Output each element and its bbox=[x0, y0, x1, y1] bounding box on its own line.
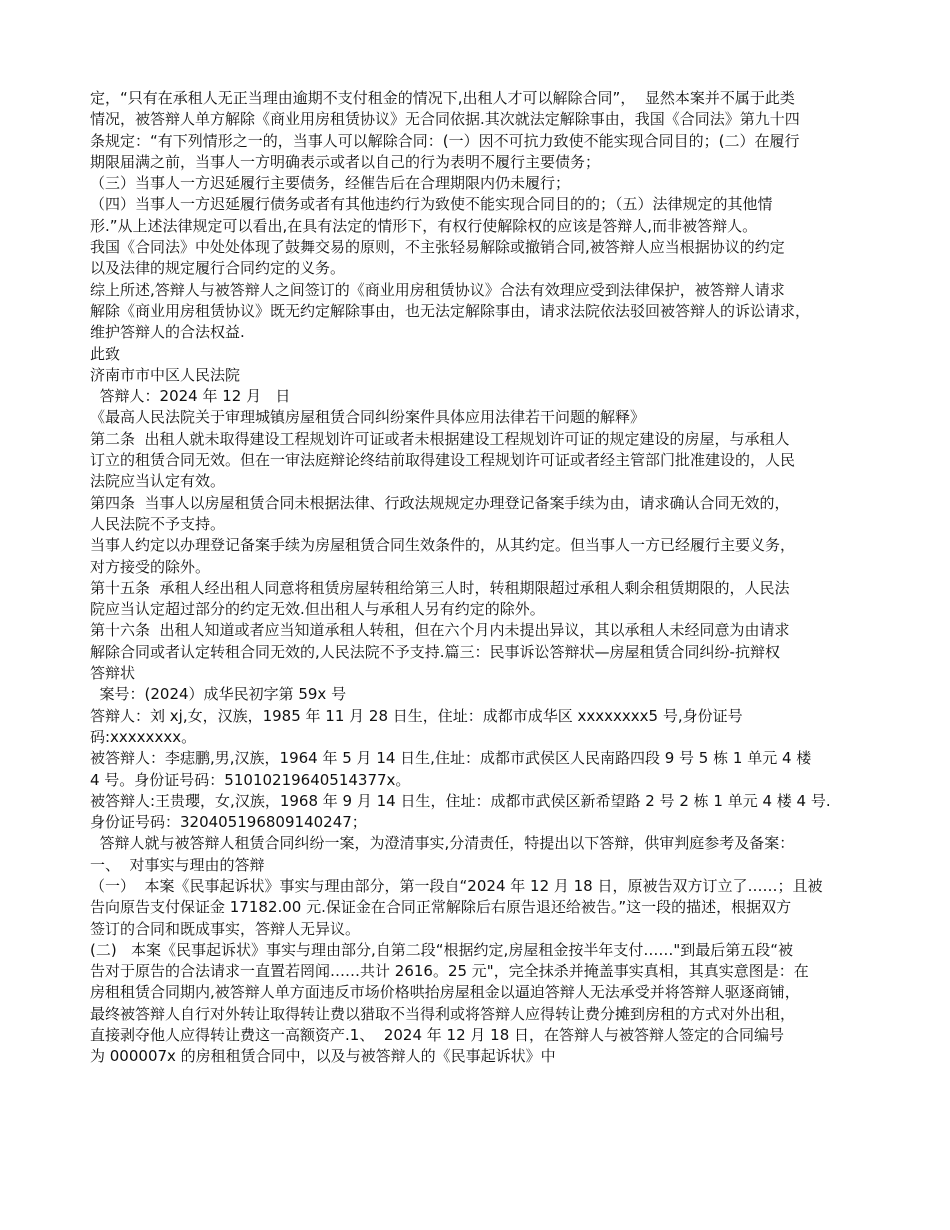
text-line: 告向原告支付保证金 17182.00 元.保证金在合同正常解除后右原告退还给被告。”这一段的描述，根据双方 bbox=[90, 898, 792, 917]
document-body bbox=[90, 88, 870, 1068]
text-line: 对方接受的除外。 bbox=[90, 557, 211, 576]
text-line: 综上所述,答辩人与被答辩人之间签订的《商业用房租赁协议》合法有效理应受到法律保护，被答辩人请求 bbox=[90, 280, 785, 299]
text-line: 身份证号码：320405196809140247； bbox=[90, 813, 367, 832]
text-line: 此致 bbox=[90, 344, 121, 363]
text-line: 条规定：“有下列情形之一的，当事人可以解除合同：(一）因不可抗力致使不能实现合同目的；(二）在履行 bbox=[90, 131, 800, 150]
text-line: 当事人约定以办理登记备案手续为房屋租赁合同生效条件的，从其约定。但当事人一方已经履行主要义务， bbox=[90, 536, 796, 555]
text-line: 解除合同或者认定转租合同无效的,人民法院不予支持.篇三：民事诉讼答辩状—房屋租赁合同纠纷-抗辩权 bbox=[90, 642, 780, 661]
text-line: 签订的合同和既成事实，答辩人无异议。 bbox=[90, 919, 361, 938]
text-line: 最终被答辩人自行对外转让取得转让费以猎取不当得利或将答辩人应得转让费分摊到房租的方式对外出租， bbox=[90, 1004, 796, 1023]
text-line: 第二条 出租人就未取得建设工程规划许可证或者未根据建设工程规划许可证的规定建设的房屋，与承租人 bbox=[90, 429, 790, 448]
text-line: 第十六条 出租人知道或者应当知道承租人转租，但在六个月内未提出异议，其以承租人未经同意为由请求 bbox=[90, 621, 790, 640]
text-line: 告对于原告的合法请求一直置若罔闻……共计 2616。25 元"，完全抹杀并掩盖事实真相，其真实意图是：在 bbox=[90, 962, 809, 981]
text-line: （四）当事人一方迟延履行债务或者有其他违约行为致使不能实现合同目的的；（五）法律规定的其他情 bbox=[90, 195, 773, 214]
text-line: 维护答辩人的合法权益. bbox=[90, 323, 245, 342]
text-line: 答辩人就与被答辩人租赁合同纠纷一案，为澄清事实,分清责任，特提出以下答辩，供审判庭参考及备案： bbox=[90, 834, 795, 853]
text-line: （三）当事人一方迟延履行主要债务，经催告后在合理期限内仍未履行； bbox=[90, 174, 571, 193]
text-line: 一、 对事实与理由的答辩 bbox=[90, 855, 265, 874]
text-line: 人民法院不予支持。 bbox=[90, 514, 226, 533]
text-line: 第四条 当事人以房屋租赁合同未根据法律、行政法规规定办理登记备案手续为由，请求确认合同无效的， bbox=[90, 493, 790, 512]
text-line: 直接剥夺他人应得转让费这一高额资产.1、 2024 年 12 月 18 日，在答辩人与被答辩人签定的合同编号 bbox=[90, 1026, 785, 1045]
text-line: 答辩人：2024 年 12 月 日 bbox=[90, 387, 291, 406]
text-line: 《最高人民法院关于审理城镇房屋租赁合同纠纷案件具体应用法律若干问题的解释》 bbox=[90, 408, 646, 427]
text-line: 形.”从上述法律规定可以看出,在具有法定的情形下，有权行使解除权的应该是答辩人,而非被答辩人。 bbox=[90, 216, 758, 235]
text-line: 院应当认定超过部分的约定无效.但出租人与承租人另有约定的除外。 bbox=[90, 600, 545, 619]
text-line: 期限届满之前，当事人一方明确表示或者以自己的行为表明不履行主要债务； bbox=[90, 152, 601, 171]
text-line: 被答辩人：李痣鹏,男,汉族，1964 年 5 月 14 日生,住址：成都市武侯区人民南路四段 9 号 5 栋 1 单元 4 楼 bbox=[90, 749, 812, 768]
text-line: 第十五条 承租人经出租人同意将租赁房屋转租给第三人时，转租期限超过承租人剩余租赁期限的，人民法 bbox=[90, 578, 790, 597]
text-line: 被答辩人:王贵瓔，女,汉族，1968 年 9 月 14 日生，住址：成都市武侯区新希望路 2 号 2 栋 1 单元 4 楼 4 号. bbox=[90, 791, 831, 810]
text-line: 以及法律的规定履行合同约定的义务。 bbox=[90, 259, 346, 278]
text-line: 济南市市中区人民法院 bbox=[90, 365, 241, 384]
text-line: 订立的租赁合同无效。但在一审法庭辩论终结前取得建设工程规划许可证或者经主管部门批准建设的，人民 bbox=[90, 451, 796, 470]
text-line: 案号：(2024）成华民初字第 59x 号 bbox=[90, 685, 347, 704]
text-line: 房租租赁合同期内,被答辩人单方面违反市场价格哄抬房屋租金以逼迫答辩人无法承受并将答辩人驱逐商铺， bbox=[90, 983, 800, 1002]
text-line: 答辩人：刘 xj,女，汉族，1985 年 11 月 28 日生，住址：成都市成华区 xxxxxxxx5 号,身份证号 bbox=[90, 706, 743, 725]
text-line: 法院应当认定有效。 bbox=[90, 472, 226, 491]
text-line: 4 号。身份证号码：51010219640514377x。 bbox=[90, 770, 411, 789]
text-line: 答辩状 bbox=[90, 664, 136, 683]
text-line: 情况，被答辩人单方解除《商业用房租赁协议》无合同依据.其次就法定解除事由，我国《合同法》第九十四 bbox=[90, 110, 800, 129]
text-line: 为 000007x 的房租租赁合同中，以及与被答辩人的《民事起诉状》中 bbox=[90, 1047, 556, 1066]
text-line: （一） 本案《民事起诉状》事实与理由部分，第一段自“2024 年 12 月 18 日，原被告双方订立了……；且被 bbox=[90, 876, 823, 895]
text-line: 码:xxxxxxxx。 bbox=[90, 727, 197, 746]
text-line: (二) 本案《民事起诉状》事实与理由部分,自第二段“根据约定,房屋租金按半年支付……"到最后第五段“被 bbox=[90, 940, 793, 959]
text-line: 定，“只有在承租人无正当理由逾期不支付租金的情况下,出租人才可以解除合同”， 显然本案并不属于此类 bbox=[90, 89, 795, 107]
text-line: 我国《合同法》中处处体现了鼓舞交易的原则，不主张轻易解除或撤销合同,被答辩人应当根据协议的约定 bbox=[90, 238, 785, 257]
text-line: 解除《商业用房租赁协议》既无约定解除事由，也无法定解除事由，请求法院依法驳回被答辩人的诉讼请求， bbox=[90, 301, 811, 320]
